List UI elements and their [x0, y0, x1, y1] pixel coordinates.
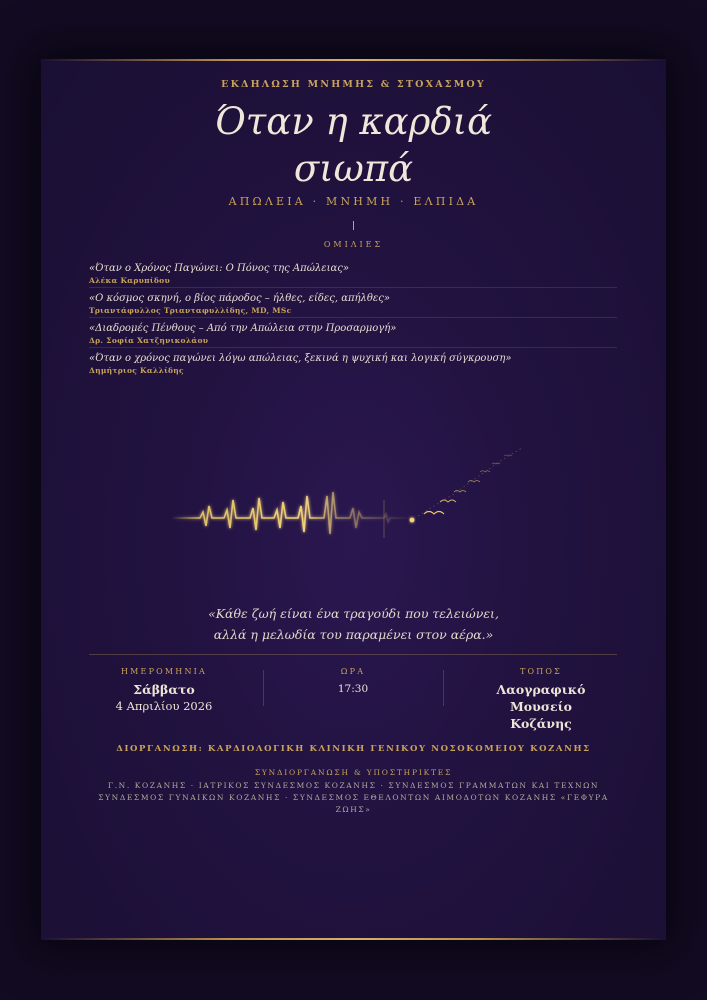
sponsors-heading: ΣΥΝΔΙΟΡΓΑΝΩΣΗ & ΥΠΟΣΤΗΡΙΚΤΕΣ — [254, 768, 453, 777]
date-value — [89, 681, 239, 715]
place-value — [466, 681, 616, 732]
talk-item — [89, 348, 617, 378]
bird-mark — [440, 500, 456, 502]
talk-title: «Όταν ο χρόνος παγώνει λόγω απώλειας, ξεκινά η ψυχική και λογική σύγκρουση» — [89, 353, 512, 364]
ecg-heartbeat-graphic — [172, 440, 542, 560]
subtitle: ΑΠΩΛΕΙΑ · ΜΝΗΜΗ · ΕΛΠΙΔΑ — [228, 195, 479, 208]
talk-speaker: Αλέκα Καρυπίδου — [89, 276, 170, 285]
bird-mark — [492, 463, 500, 464]
place-label: ΤΟΠΟΣ — [519, 667, 563, 676]
talk-title: «Διαδρομές Πένθους – Από την Απώλεια στην Προσαρμογή» — [89, 323, 397, 334]
bird-mark — [504, 455, 512, 456]
time-label: ΩΡΑ — [340, 667, 366, 676]
place-block — [466, 666, 616, 732]
ecg-dot — [410, 518, 415, 523]
time-block — [283, 666, 423, 698]
title-line-2: σιωπά — [293, 147, 414, 190]
closing-quote — [0, 603, 707, 645]
bird-mark — [454, 491, 466, 493]
talk-speaker: Δρ. Σοφία Χατζηνικολάου — [89, 336, 209, 345]
dotted-trail — [418, 448, 522, 516]
details-separator — [263, 670, 264, 706]
quote-line-1: «Κάθε ζωή είναι ένα τραγούδι που τελειώνει, — [208, 606, 499, 621]
talk-speaker: Τριαντάφυλλος Τριανταφυλλίδης, MD, MSc — [89, 306, 292, 315]
talk-item — [89, 318, 617, 348]
place-line-1: Λαογραφικό — [496, 682, 586, 697]
date-day: 4 Απριλίου 2026 — [115, 699, 213, 713]
bird-mark — [480, 471, 490, 472]
sponsors-list: Γ.Ν. ΚΟΖΑΝΗΣ · ΙΑΤΡΙΚΟΣ ΣΥΝΔΕΣΜΟΣ ΚΟΖΑΝΗΣ · ΣΥΝΔΕΣΜΟΣ ΓΡΑΜΜΑΤΩΝ ΚΑΙ ΤΕΧΝΩΝ ΣΥΝΔΕΣΜΟΣ ΓΥΝΑΙΚΩΝ ΚΟΖΑΝΗΣ · ΣΥΝΔΕΣΜΟΣ ΕΘΕΛΟΝΤΩΝ ΑΙΜΟΔΟΤΩΝ ΚΟΖΑΝΗΣ «ΓΕΦΥΡΑ ΖΩΗΣ» — [98, 781, 609, 814]
quote-line-2: αλλά η μελωδία του παραμένει στον αέρα.» — [213, 627, 494, 642]
talk-item — [89, 258, 617, 288]
talk-title: «Όταν ο Χρόνος Παγώνει: Ο Πόνος της Απώλειας» — [89, 263, 349, 274]
place-line-2: Μουσείο — [509, 699, 573, 714]
talks-heading: ΟΜΙΛΙΕΣ — [323, 240, 384, 249]
bird-mark — [424, 512, 444, 515]
talk-item — [89, 288, 617, 318]
details-divider — [89, 654, 617, 655]
title-line-1: Όταν η καρδιά — [214, 100, 493, 143]
details-separator — [443, 670, 444, 706]
talk-speaker: Δημήτριος Καλλίδης — [89, 366, 184, 375]
subtitle-divider — [353, 221, 354, 230]
organizer: ΔΙΟΡΓΑΝΩΣΗ: ΚΑΡΔΙΟΛΟΓΙΚΗ ΚΛΙΝΙΚΗ ΓΕΝΙΚΟΥ ΝΟΣΟΚΟΜΕΙΟΥ ΚΟΖΑΝΗΣ — [116, 744, 591, 754]
talk-title: «Ο κόσμος σκηνή, ο βίος πάροδος – ήλθες, είδες, απήλθες» — [89, 293, 390, 304]
date-block — [89, 666, 239, 715]
ecg-line — [172, 492, 412, 534]
date-label: ΗΜΕΡΟΜΗΝΙΑ — [120, 667, 208, 676]
event-kicker: ΕΚΔΗΛΩΣΗ ΜΝΗΜΗΣ & ΣΤΟΧΑΣΜΟΥ — [221, 79, 486, 90]
talks-list — [89, 258, 617, 378]
date-weekday: Σάββατο — [133, 682, 195, 697]
time-value: 17:30 — [337, 683, 369, 695]
place-line-3: Κοζάνης — [510, 716, 572, 731]
bird-mark — [468, 481, 480, 483]
